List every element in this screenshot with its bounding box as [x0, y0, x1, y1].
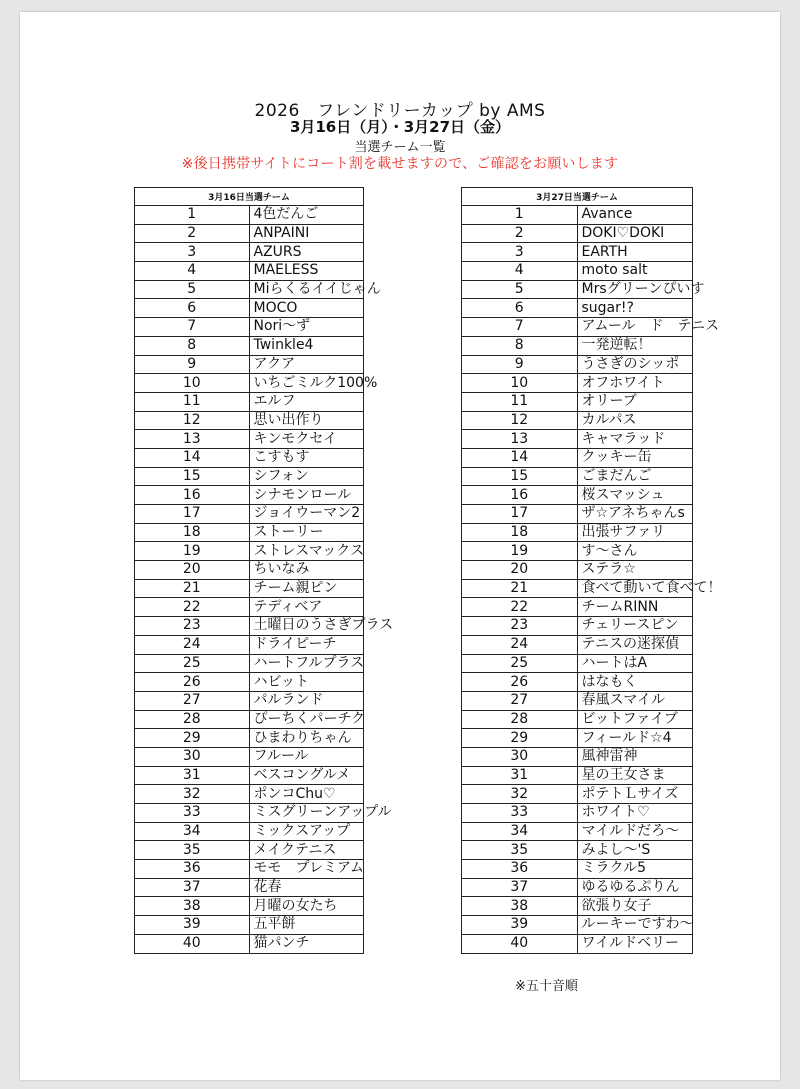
team-number: 7: [462, 318, 578, 337]
team-number: 33: [135, 804, 250, 823]
team-number: 4: [462, 262, 578, 281]
team-number: 17: [462, 505, 578, 524]
team-number: 27: [135, 691, 250, 710]
team-name: はなもく: [577, 673, 693, 692]
team-name: キャマラッド: [577, 430, 693, 449]
table-row: [135, 729, 364, 748]
table-row: [462, 654, 693, 673]
team-name: 出張サファリ: [577, 523, 693, 542]
team-number: 22: [135, 598, 250, 617]
team-number: 35: [462, 841, 578, 860]
team-name: sugar!?: [577, 299, 693, 318]
team-name: Miらくるイイじゃん: [249, 280, 364, 299]
team-name: MAELESS: [249, 262, 364, 281]
team-name: メイクテニス: [249, 841, 364, 860]
team-name: パルランド: [249, 691, 364, 710]
team-number: 18: [462, 523, 578, 542]
team-number: 15: [135, 467, 250, 486]
team-name: ミラクル5: [577, 860, 693, 879]
team-number: 29: [462, 729, 578, 748]
team-number: 22: [462, 598, 578, 617]
team-name: ひまわりちゃん: [249, 729, 364, 748]
team-number: 9: [462, 355, 578, 374]
table-row: [462, 280, 693, 299]
march27-table-body: [462, 206, 722, 954]
table-row: [135, 392, 364, 411]
table-row: [462, 262, 693, 281]
court-notice: ※後日携帯サイトにコート割を載せますので、ご確認をお願いします: [181, 156, 619, 172]
table-row: [462, 785, 693, 804]
team-name: ワイルドベリー: [577, 934, 693, 953]
table-row: [462, 206, 693, 225]
team-name: チーム親ピン: [249, 579, 364, 598]
team-number: 1: [462, 206, 578, 225]
team-name: ハビット: [249, 673, 364, 692]
team-number: 6: [462, 299, 578, 318]
team-name: ちいなみ: [249, 561, 364, 580]
team-number: 23: [462, 617, 578, 636]
team-number: 12: [135, 411, 250, 430]
team-name: シフォン: [249, 467, 364, 486]
team-name: moto salt: [577, 262, 693, 281]
team-number: 3: [135, 243, 250, 262]
team-name: Mrsグリーンぴいす: [577, 280, 693, 299]
event-dates: 3月16日（月）・3月27日（金）: [289, 118, 511, 136]
table-row: [462, 579, 693, 598]
table-row: [462, 598, 693, 617]
table-row: [135, 486, 364, 505]
team-number: 28: [135, 710, 250, 729]
table-row: [135, 430, 364, 449]
team-name: 欲張り女子: [577, 897, 693, 916]
team-name: 食べて動いて食べて！: [577, 579, 693, 598]
team-number: 27: [462, 691, 578, 710]
team-name: 月曜の女たち: [249, 897, 364, 916]
table-row: [462, 392, 693, 411]
team-name: オリーブ: [577, 392, 693, 411]
team-number: 31: [462, 766, 578, 785]
table-row: [462, 897, 693, 916]
team-name: クッキー缶: [577, 448, 693, 467]
team-name: ポンコChu♡: [249, 785, 364, 804]
table-row: [135, 243, 364, 262]
team-number: 21: [462, 579, 578, 598]
table-row: [135, 916, 364, 935]
table-row: [135, 336, 364, 355]
team-number: 20: [135, 561, 250, 580]
team-name: 一発逆転！: [577, 336, 693, 355]
team-number: 21: [135, 579, 250, 598]
team-number: 26: [135, 673, 250, 692]
table-row: [462, 561, 693, 580]
team-number: 12: [462, 411, 578, 430]
table-row: [135, 561, 364, 580]
table-row: [462, 318, 693, 337]
team-number: 25: [462, 654, 578, 673]
team-number: 33: [462, 804, 578, 823]
team-name: ドライピーチ: [249, 635, 364, 654]
team-name: 桜スマッシュ: [577, 486, 693, 505]
team-number: 14: [462, 448, 578, 467]
table-row: [135, 673, 364, 692]
team-name: チェリースピン: [577, 617, 693, 636]
team-number: 15: [462, 467, 578, 486]
team-name: モモ プレミアム: [249, 860, 364, 879]
team-name: 星の王女さま: [577, 766, 693, 785]
team-number: 2: [135, 224, 250, 243]
team-name: エルフ: [249, 392, 364, 411]
team-number: 30: [462, 747, 578, 766]
table-row: [462, 467, 693, 486]
team-number: 18: [135, 523, 250, 542]
team-number: 38: [135, 897, 250, 916]
team-name: ビットファイブ: [577, 710, 693, 729]
team-number: 10: [135, 374, 250, 393]
table-row: [135, 262, 364, 281]
table-row: [135, 841, 364, 860]
team-name: シナモンロール: [249, 486, 364, 505]
team-name: 猫パンチ: [249, 934, 364, 953]
team-name: テディベア: [249, 598, 364, 617]
team-name: ごまだんご: [577, 467, 693, 486]
table-row: [135, 766, 364, 785]
team-number: 20: [462, 561, 578, 580]
team-name: テニスの迷探偵: [577, 635, 693, 654]
table-row: [462, 710, 693, 729]
table-row: [462, 747, 693, 766]
team-number: 23: [135, 617, 250, 636]
table-row: [462, 729, 693, 748]
table-row: [462, 822, 693, 841]
document-page: [20, 12, 780, 1080]
table-row: [135, 617, 364, 636]
team-name: 思い出作り: [249, 411, 364, 430]
table-row: [135, 934, 364, 953]
table-row: [462, 299, 693, 318]
team-name: アムール ド テニス: [577, 318, 693, 337]
team-name: ストレスマックス: [249, 542, 364, 561]
team-name: ハートはA: [577, 654, 693, 673]
team-number: 36: [135, 860, 250, 879]
team-name: フィールド☆4: [577, 729, 693, 748]
team-name: チームRINN: [577, 598, 693, 617]
team-number: 40: [462, 934, 578, 953]
team-number: 11: [462, 392, 578, 411]
team-name: ストーリー: [249, 523, 364, 542]
table-row: [462, 448, 693, 467]
table-row: [135, 467, 364, 486]
team-name: 五平餅: [249, 916, 364, 935]
team-name: す～さん: [577, 542, 693, 561]
table-row: [135, 691, 364, 710]
team-number: 32: [462, 785, 578, 804]
table-row: [135, 579, 364, 598]
team-name: みよし～'S: [577, 841, 693, 860]
table-row: [462, 336, 693, 355]
team-name: EARTH: [577, 243, 693, 262]
team-name: キンモクセイ: [249, 430, 364, 449]
team-name: 花春: [249, 878, 364, 897]
team-name: AZURS: [249, 243, 364, 262]
table-row: [462, 486, 693, 505]
team-number: 38: [462, 897, 578, 916]
team-number: 3: [462, 243, 578, 262]
table-row: [135, 598, 364, 617]
team-name: ゆるゆるぷりん: [577, 878, 693, 897]
team-number: 5: [135, 280, 250, 299]
team-number: 24: [462, 635, 578, 654]
table-row: [462, 430, 693, 449]
table-row: [462, 505, 693, 524]
table-row: [462, 841, 693, 860]
team-name: ザ☆アネちゃんs: [577, 505, 693, 524]
table-row: [135, 206, 364, 225]
team-name: ルーキーですわ～: [577, 916, 693, 935]
team-number: 40: [135, 934, 250, 953]
team-number: 26: [462, 673, 578, 692]
team-number: 11: [135, 392, 250, 411]
team-number: 36: [462, 860, 578, 879]
team-number: 14: [135, 448, 250, 467]
table-row: [135, 710, 364, 729]
team-name: フルール: [249, 747, 364, 766]
table-row: [462, 860, 693, 879]
team-number: 19: [135, 542, 250, 561]
team-number: 25: [135, 654, 250, 673]
team-number: 4: [135, 262, 250, 281]
table-row: [135, 747, 364, 766]
table-row: [462, 766, 693, 785]
team-number: 31: [135, 766, 250, 785]
team-name: 風神雷神: [577, 747, 693, 766]
team-number: 13: [462, 430, 578, 449]
team-number: 8: [135, 336, 250, 355]
team-number: 37: [135, 878, 250, 897]
table-row: [462, 635, 693, 654]
team-number: 35: [135, 841, 250, 860]
team-name: 土曜日のうさぎプラス: [249, 617, 364, 636]
team-name: ハートフルプラス: [249, 654, 364, 673]
team-number: 28: [462, 710, 578, 729]
table-row: [135, 523, 364, 542]
table-row: [135, 860, 364, 879]
team-number: 16: [135, 486, 250, 505]
march16-table-body: [135, 206, 394, 954]
table-row: [462, 374, 693, 393]
table-row: [462, 355, 693, 374]
table-row: [462, 691, 693, 710]
team-number: 8: [462, 336, 578, 355]
table-row: [135, 299, 364, 318]
team-name: ぴーちくパーチク: [249, 710, 364, 729]
team-name: カルパス: [577, 411, 693, 430]
team-number: 32: [135, 785, 250, 804]
table-row: [462, 673, 693, 692]
team-number: 30: [135, 747, 250, 766]
table-row: [135, 878, 364, 897]
table-row: [462, 804, 693, 823]
team-name: 4色だんご: [249, 206, 364, 225]
table-row: [462, 916, 693, 935]
team-name: ミックスアップ: [249, 822, 364, 841]
team-name: いちごミルク100%: [249, 374, 364, 393]
team-name: ホワイト♡: [577, 804, 693, 823]
team-number: 1: [135, 206, 250, 225]
team-number: 34: [462, 822, 578, 841]
table-row: [135, 280, 364, 299]
team-name: ステラ☆: [577, 561, 693, 580]
team-name: ベスコングルメ: [249, 766, 364, 785]
team-name: オフホワイト: [577, 374, 693, 393]
team-name: うさぎのシッポ: [577, 355, 693, 374]
table-row: [135, 411, 364, 430]
list-subtitle: 当選チーム一覧: [354, 140, 446, 155]
team-number: 7: [135, 318, 250, 337]
table-row: [462, 224, 693, 243]
team-number: 17: [135, 505, 250, 524]
table-row: [135, 822, 364, 841]
team-number: 6: [135, 299, 250, 318]
team-name: ポテトＬサイズ: [577, 785, 693, 804]
table-row: [462, 617, 693, 636]
table-row: [462, 934, 693, 953]
team-name: アクア: [249, 355, 364, 374]
march16-team-table: [134, 187, 394, 954]
table-row: [135, 505, 364, 524]
team-name: MOCO: [249, 299, 364, 318]
team-number: 37: [462, 878, 578, 897]
team-number: 9: [135, 355, 250, 374]
team-number: 13: [135, 430, 250, 449]
team-name: Twinkle4: [249, 336, 364, 355]
team-number: 16: [462, 486, 578, 505]
team-number: 39: [462, 916, 578, 935]
team-number: 24: [135, 635, 250, 654]
team-name: こすもす: [249, 448, 364, 467]
table-row: [135, 654, 364, 673]
team-number: 29: [135, 729, 250, 748]
table-row: [462, 542, 693, 561]
march27-table-header: 3月27日当選チーム: [462, 188, 693, 206]
march27-team-table: [461, 187, 722, 954]
team-number: 5: [462, 280, 578, 299]
team-name: ジョイウーマン2: [249, 505, 364, 524]
team-number: 19: [462, 542, 578, 561]
march16-table-header: 3月16日当選チーム: [135, 188, 364, 206]
team-name: 春風スマイル: [577, 691, 693, 710]
table-row: [462, 243, 693, 262]
table-row: [135, 635, 364, 654]
team-name: Avance: [577, 206, 693, 225]
team-name: DOKI♡DOKI: [577, 224, 693, 243]
table-row: [135, 897, 364, 916]
table-row: [462, 523, 693, 542]
table-row: [135, 448, 364, 467]
event-title: 2026 フレンドリーカップ by AMS: [254, 101, 546, 121]
team-name: マイルドだろ～: [577, 822, 693, 841]
team-number: 34: [135, 822, 250, 841]
team-number: 2: [462, 224, 578, 243]
table-row: [135, 318, 364, 337]
team-number: 10: [462, 374, 578, 393]
table-row: [135, 542, 364, 561]
table-row: [135, 374, 364, 393]
team-name: ミスグリーンアップル: [249, 804, 364, 823]
table-row: [462, 878, 693, 897]
table-row: [135, 355, 364, 374]
team-name: Nori～ず: [249, 318, 364, 337]
table-row: [135, 224, 364, 243]
table-row: [462, 411, 693, 430]
table-row: [135, 785, 364, 804]
sort-order-note: ※五十音順: [515, 979, 578, 994]
team-name: ANPAINI: [249, 224, 364, 243]
team-number: 39: [135, 916, 250, 935]
table-row: [135, 804, 364, 823]
